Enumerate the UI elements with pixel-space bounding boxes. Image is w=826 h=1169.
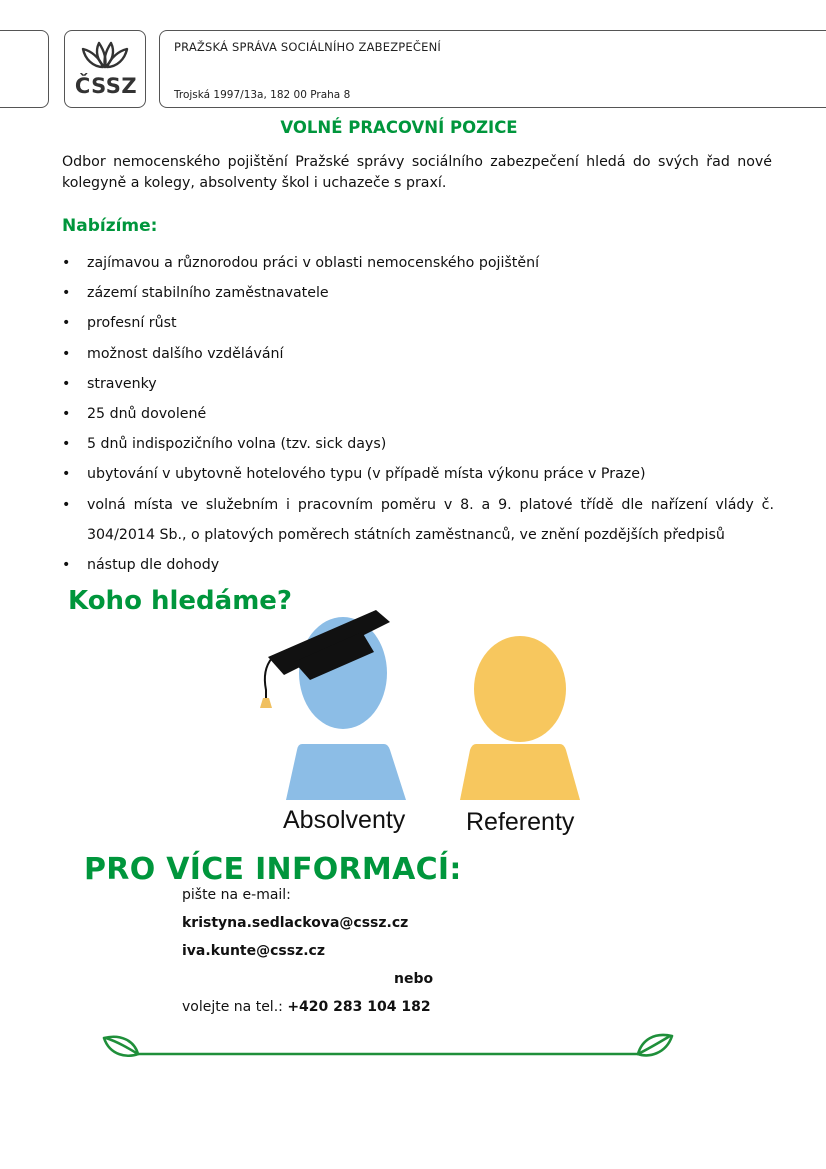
referent-label: Referenty <box>466 808 575 836</box>
leaf-logo-icon <box>77 37 133 71</box>
referent-head <box>474 636 566 742</box>
list-item: • profesní růst <box>62 308 774 338</box>
referent-body <box>460 744 580 800</box>
email-link-2[interactable]: iva.kunte@cssz.cz <box>182 943 326 959</box>
list-item: • volná místa ve služebním i pracovním poměru v 8. a 9. platové třídě dle nařízení vlády č. 304/2014 Sb., o platových poměrech státních zaměstnanců, ve znění pozdějších předpisů <box>62 490 774 550</box>
leaf-divider <box>98 1028 678 1064</box>
list-item: • možnost dalšího vzdělávání <box>62 339 774 369</box>
offers-list <box>62 248 774 580</box>
email-link-1[interactable]: kristyna.sedlackova@cssz.cz <box>182 915 409 931</box>
logo-text: ČSSZ <box>74 74 138 98</box>
list-item: • zajímavou a různorodou práci v oblasti nemocenského pojištění <box>62 248 774 278</box>
graduate-label: Absolventy <box>283 806 406 834</box>
email-intro: pište na e-mail: <box>182 887 291 903</box>
list-item: • ubytování v ubytovně hotelového typu (v případě místa výkonu práce v Praze) <box>62 459 774 489</box>
contact-heading: PRO VÍCE INFORMACÍ: <box>84 852 462 887</box>
list-item: • nástup dle dohody <box>62 550 774 580</box>
org-name: PRAŽSKÁ SPRÁVA SOCIÁLNÍHO ZABEZPEČENÍ <box>174 40 441 54</box>
or-text: nebo <box>394 971 434 987</box>
list-item: • 25 dnů dovolené <box>62 399 774 429</box>
phone-line <box>182 999 431 1015</box>
header-left-tab <box>0 30 49 108</box>
referent-figure <box>460 636 580 800</box>
page-title: VOLNÉ PRACOVNÍ POZICE <box>280 118 518 137</box>
offers-heading: Nabízíme: <box>62 216 158 236</box>
phone-intro: volejte na tel.: <box>182 999 288 1015</box>
list-item: • 5 dnů indispozičního volna (tzv. sick days) <box>62 429 774 459</box>
figures-illustration <box>250 600 610 810</box>
phone-number[interactable]: +420 283 104 182 <box>287 999 431 1015</box>
graduate-figure <box>260 610 406 800</box>
list-item: • stravenky <box>62 369 774 399</box>
list-item: • zázemí stabilního zaměstnavatele <box>62 278 774 308</box>
intro-paragraph: Odbor nemocenského pojištění Pražské správy sociálního zabezpečení hledá do svých řad nové kolegyně a kolegy, absolventy škol i uchazeče s praxí. <box>62 154 772 191</box>
seeking-heading: Koho hledáme? <box>68 586 292 616</box>
org-address: Trojská 1997/13a, 182 00 Praha 8 <box>174 89 351 101</box>
graduate-body <box>286 744 406 800</box>
